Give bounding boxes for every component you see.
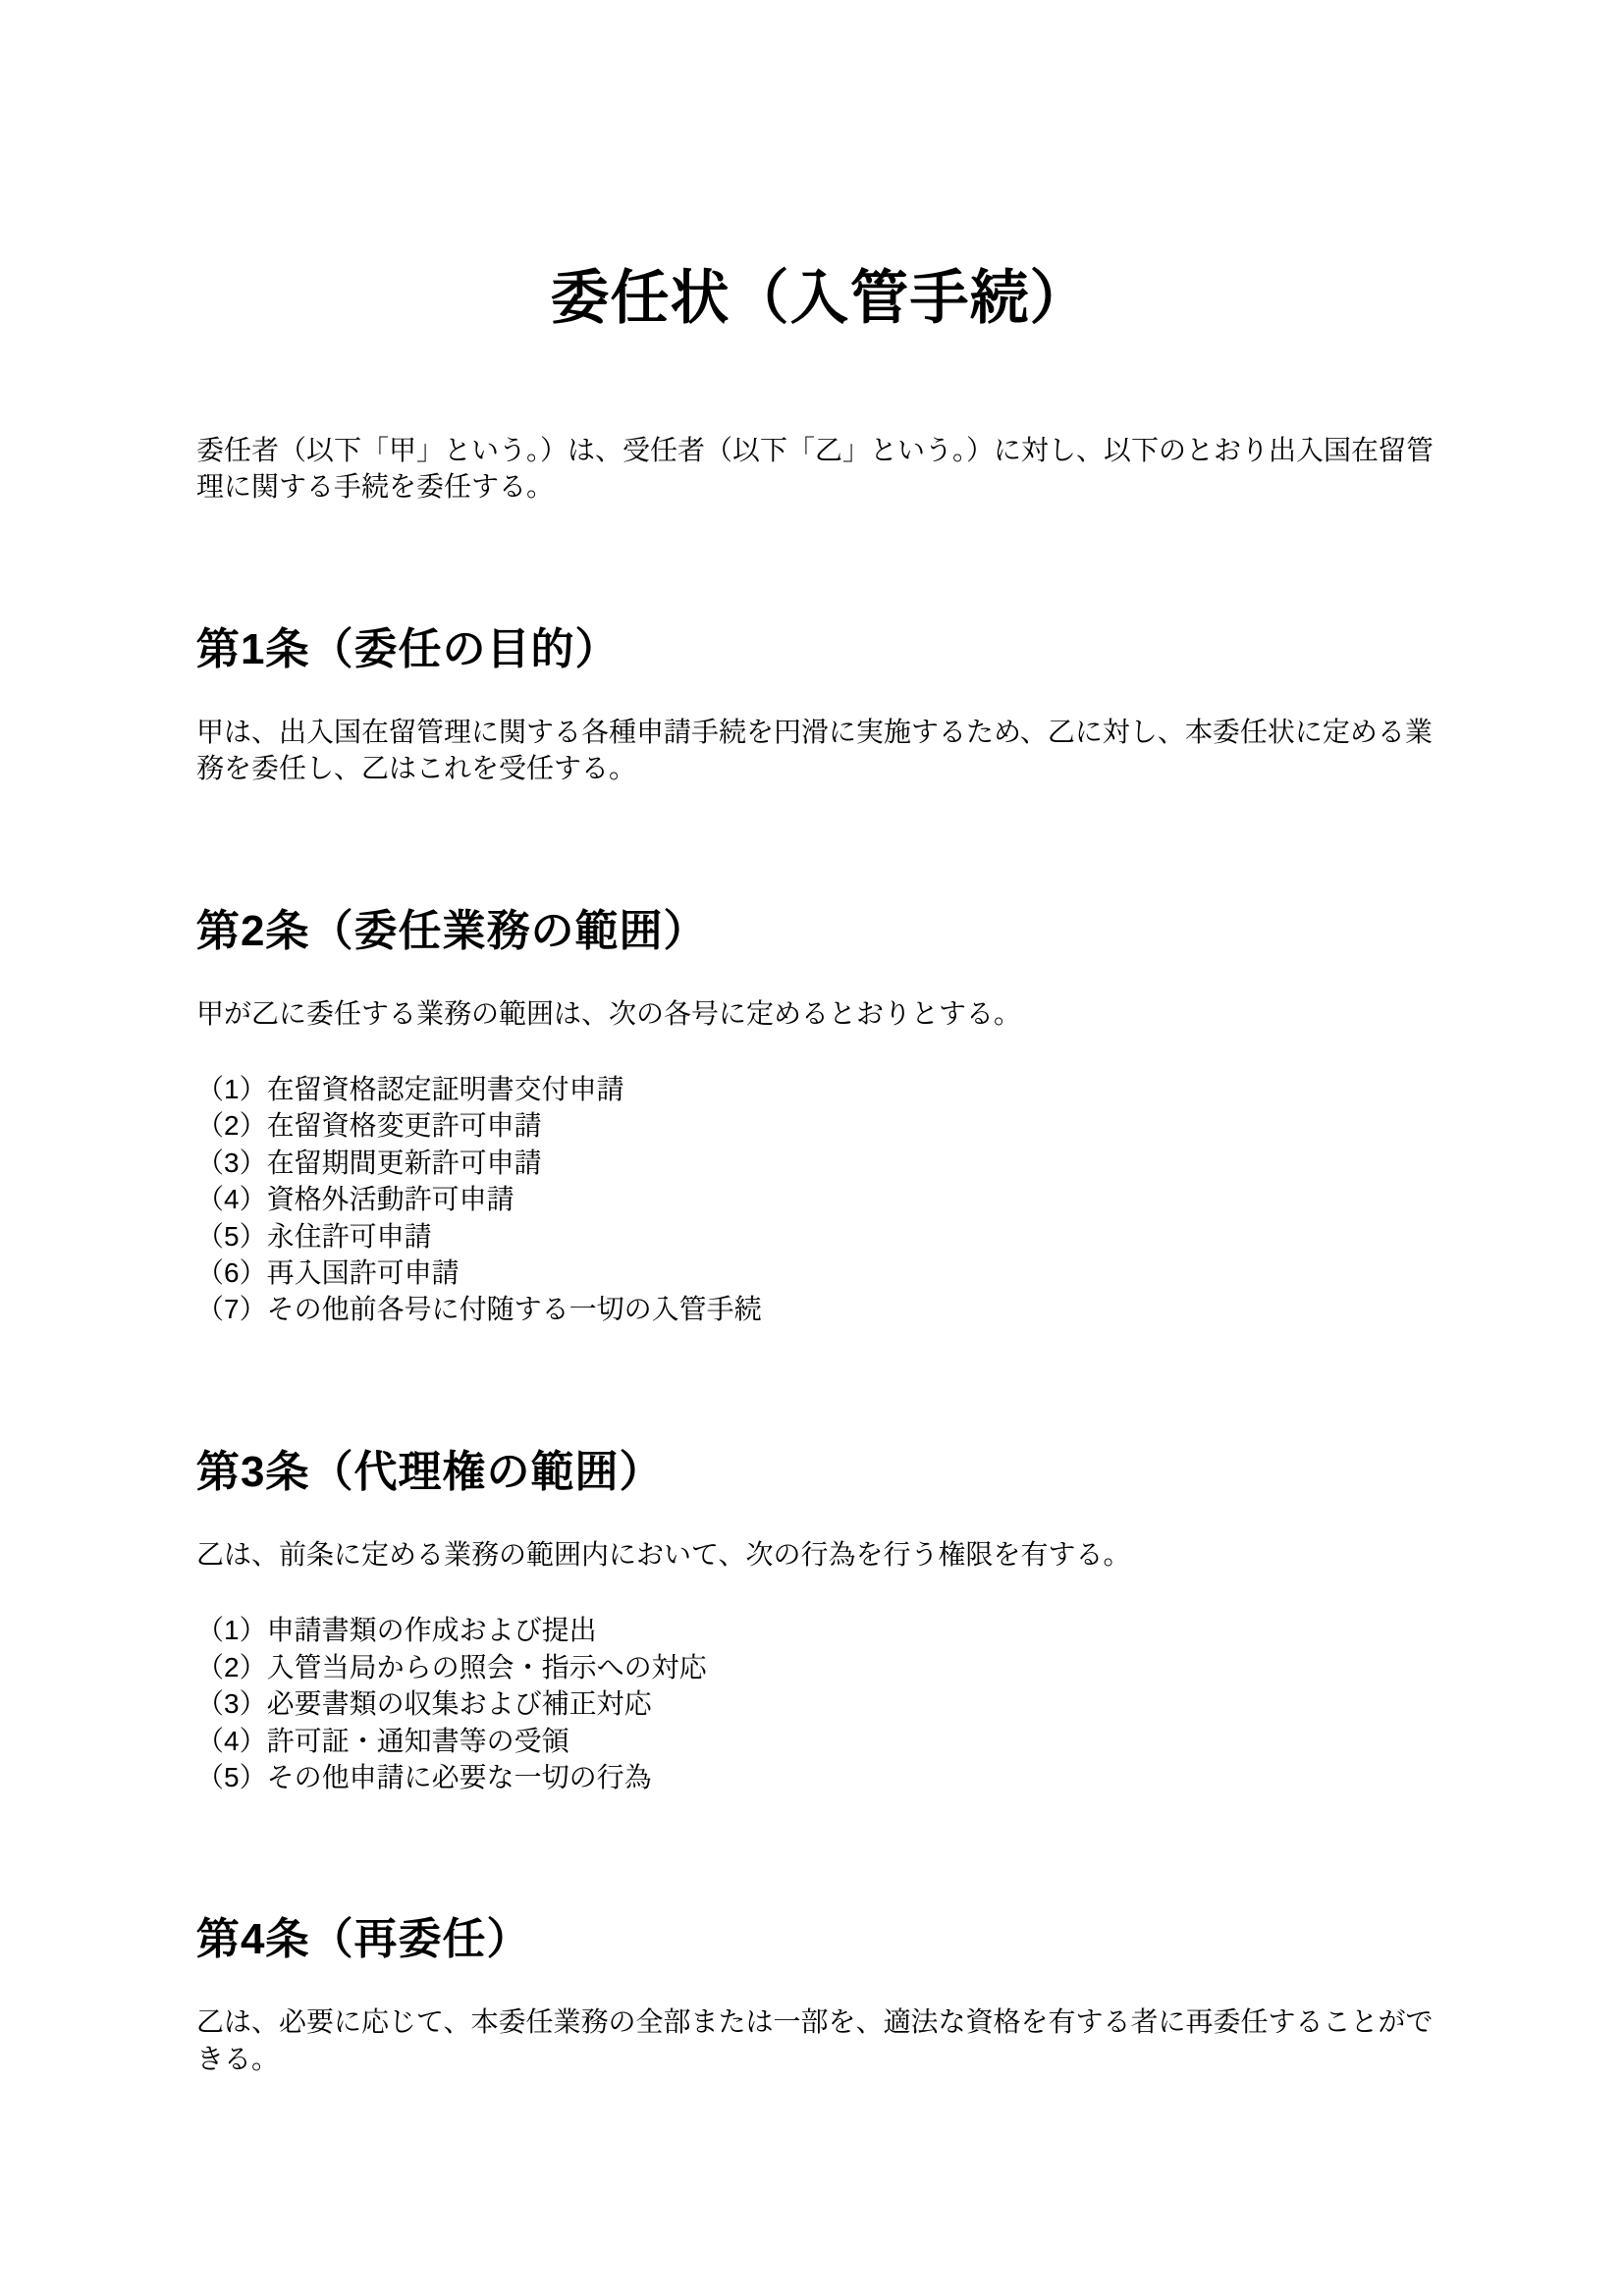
article-4-heading: 第4条（再委任） (196, 1915, 531, 1964)
section-article-2 (196, 906, 1443, 1328)
article-3-body: 乙は、前条に定める業務の範囲内において、次の行為を行う権限を有する。 (196, 1538, 1131, 1570)
article-1-heading: 第1条（委任の目的） (196, 624, 620, 673)
list-item: （6）再入国許可申請 (196, 1257, 460, 1289)
article-2-body: 甲が乙に委任する業務の範囲は、次の各号に定めるとおりとする。 (196, 997, 1022, 1029)
list-item: （5）その他申請に必要な一切の行為 (196, 1761, 652, 1792)
list-item: （2）入管当局からの照会・指示への対応 (196, 1651, 707, 1682)
list-item: （5）永住許可申請 (196, 1220, 432, 1252)
list-item: （7）その他前各号に付随する一切の入管手続 (196, 1294, 762, 1325)
article-3-heading: 第3条（代理権の範囲） (196, 1447, 664, 1496)
article-1-body: 甲は、出入国在留管理に関する各種申請手続を円滑に実施するため、乙に対し、本委任状に定める業務を委任し、乙はこれを受任する。 (196, 716, 1433, 784)
list-item: （1）在留資格認定証明書交付申請 (196, 1074, 624, 1105)
article-2-item-list (196, 1071, 1443, 1328)
section-article-4 (196, 1917, 1443, 2077)
document-title: 委任状（入管手続） (550, 265, 1090, 331)
list-item: （3）在留期間更新許可申請 (196, 1147, 542, 1178)
article-2-heading: 第2条（委任業務の範囲） (196, 906, 708, 955)
list-item: （3）必要書類の収集および補正対応 (196, 1688, 652, 1720)
intro-paragraph: 委任者（以下「甲」という。）は、受任者（以下「乙」という。）に対し、以下のとおり出入国在留管理に関する手続を委任する。 (196, 435, 1435, 503)
list-item: （4）資格外活動許可申請 (196, 1184, 514, 1215)
list-item: （2）在留資格変更許可申請 (196, 1110, 542, 1142)
article-3-item-list (196, 1612, 1443, 1795)
list-item: （1）申請書類の作成および提出 (196, 1615, 597, 1646)
article-4-body: 乙は、必要に応じて、本委任業務の全部または一部を、適法な資格を有する者に再委任することができる。 (196, 2006, 1434, 2074)
list-item: （4）許可証・通知書等の受領 (196, 1725, 569, 1756)
section-article-3 (196, 1447, 1443, 1795)
section-article-1 (196, 624, 1443, 787)
